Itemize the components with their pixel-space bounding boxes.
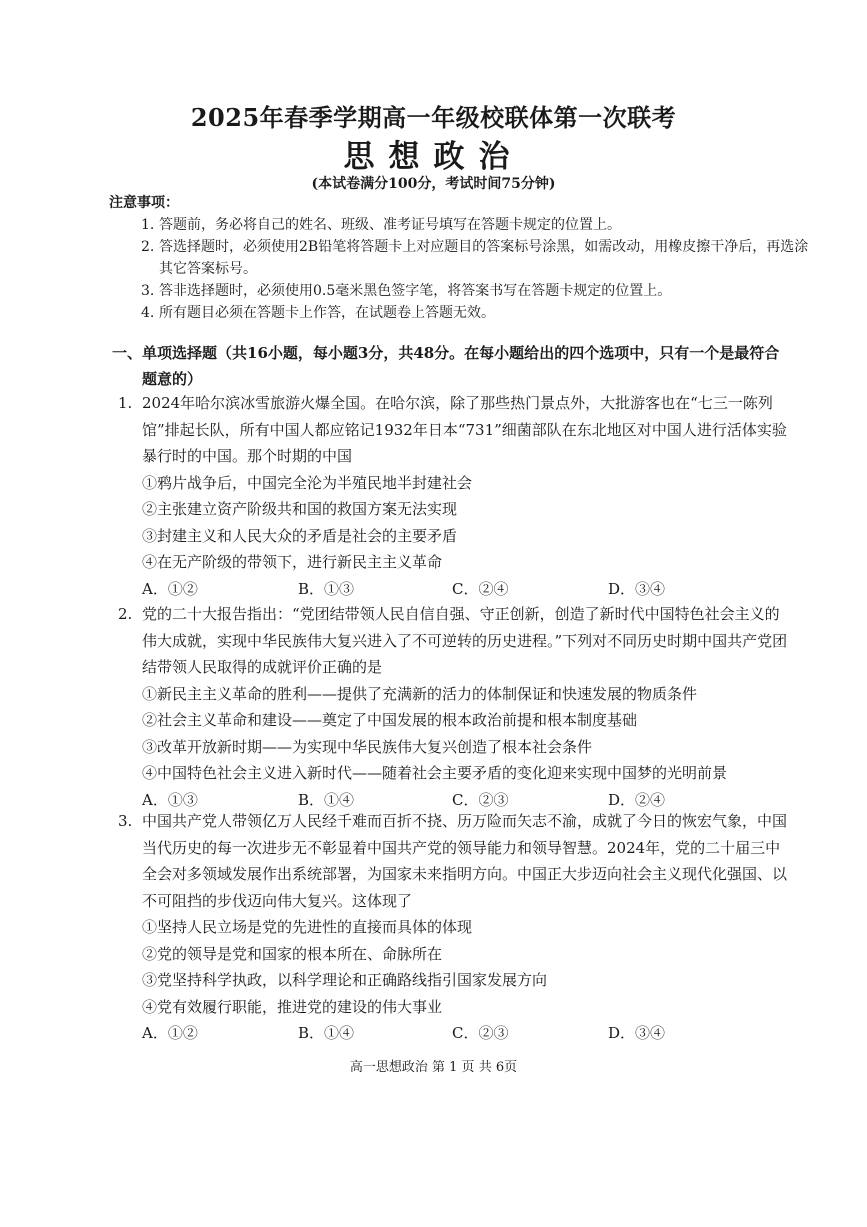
- exam-note: (本试卷满分100分，考试时间75分钟): [311, 176, 556, 192]
- question-3: [118, 808, 793, 1047]
- question-statement: ③党坚持科学执政，以科学理论和正确路线指引国家发展方向: [142, 971, 548, 989]
- question-stem-text: 2024年哈尔滨冰雪旅游火爆全国。在哈尔滨，除了那些热门景点外，大批游客也在“七三一陈列馆”排起长队，所有中国人都应铭记1932年日本“731”细菌部队在东北地区对中国人进行活体实验暴行时的中国。那个时期的中国: [142, 394, 787, 465]
- notice-item: [109, 302, 809, 324]
- question-1: [118, 390, 793, 602]
- answer-choice-d: D．③④: [608, 579, 666, 598]
- answer-choice-b: B．①④: [298, 1024, 355, 1042]
- question-2: [118, 601, 793, 813]
- question-statement: ②党的领导是党和国家的根本所在、命脉所在: [142, 944, 443, 963]
- section-text: 单项选择题（共16小题，每小题3分，共48分。在每小题给出的四个选项中，只有一个是最符合题意的）: [142, 344, 780, 388]
- answer-choices: [118, 576, 793, 603]
- question-statement: ③封建主义和人民大众的矛盾是社会的主要矛盾: [142, 526, 458, 545]
- answer-choice-a: A．①③: [142, 790, 198, 809]
- question-statement: ②主张建立资产阶级共和国的救国方案无法实现: [142, 500, 458, 518]
- question-statement: ④中国特色社会主义进入新时代——随着社会主要矛盾的变化迎来实现中国梦的光明前景: [142, 764, 728, 782]
- answer-choice-a: A．①②: [142, 1024, 198, 1042]
- notice-item-number: 2.: [141, 239, 155, 255]
- question-number: 2.: [118, 605, 133, 623]
- answer-choice-c: C．②④: [452, 579, 509, 598]
- question-statement: ①坚持人民立场是党的先进性的直接而具体的体现: [142, 918, 473, 936]
- question-stem: [118, 601, 793, 681]
- subject-title: 思想政治: [343, 139, 524, 175]
- answer-choice-a: A．①②: [142, 579, 198, 598]
- question-statement: ①新民主主义革命的胜利——提供了充满新的活力的体制保证和快速发展的物质条件: [142, 684, 698, 703]
- question-statement: ④在无产阶级的带领下，进行新民主主义革命: [142, 553, 443, 571]
- notice-item-text: 答选择题时，必须使用2B铅笔将答题卡上对应题目的答案标号涂黑，如需改动，用橡皮擦干净后，再选涂其它答案标号。: [159, 239, 809, 277]
- question-stem-text: 党的二十大报告指出：“党团结带领人民自信自强、守正创新，创造了新时代中国特色社会主义的伟大成就，实现中华民族伟大复兴进入了不可逆转的历史进程。”下列对不同历史时期中国共产党团结带领人民取得的成就评价正确的是: [142, 605, 788, 676]
- question-number: 1.: [118, 394, 133, 412]
- answer-choice-b: B．①④: [298, 790, 355, 809]
- notice-item-text: 答题前，务必将自己的姓名、班级、准考证号填写在答题卡规定的位置上。: [159, 217, 621, 233]
- answer-choice-c: C．②③: [452, 1024, 509, 1042]
- notice-item-number: 4.: [141, 305, 155, 321]
- section-number: 一、: [112, 344, 143, 362]
- page-footer: 高一思想政治 第 1 页 共 6页: [349, 1060, 518, 1075]
- answer-choice-d: D．③④: [608, 1024, 666, 1042]
- exam-title: 2025年春季学期高一年级校联体第一次联考: [190, 103, 677, 132]
- question-statement: ①鸦片战争后，中国完全沦为半殖民地半封建社会: [142, 473, 473, 492]
- notice-item-text: 所有题目必须在答题卡上作答，在试题卷上答题无效。: [159, 305, 495, 321]
- notice-block: [109, 192, 809, 324]
- question-stem-text: 中国共产党人带领亿万人民经千难而百折不挠、历万险而矢志不渝，成就了今日的恢宏气象，中国当代历史的每一次进步无不彰显着中国共产党的领导能力和领导智慧。2024年，党的二十届三中全会对多领域发展作出系统部署，为国家未来指明方向。中国正大步迈向社会主义现代化强国、以不可阻挡的步伐迈向伟大复兴。这体现了: [142, 812, 788, 910]
- notice-item-number: 1.: [141, 217, 155, 233]
- notice-heading: 注意事项：: [109, 195, 179, 211]
- question-statement: ②社会主义革命和建设——奠定了中国发展的根本政治前提和根本制度基础: [142, 711, 638, 729]
- question-stem: [118, 808, 793, 914]
- question-statement: ④党有效履行职能，推进党的建设的伟大事业: [142, 997, 443, 1016]
- notice-item-text: 答非选择题时，必须使用0.5毫米黑色签字笔，将答案书写在答题卡规定的位置上。: [159, 283, 672, 299]
- question-number: 3.: [118, 812, 133, 830]
- notice-item: [109, 214, 809, 236]
- answer-choice-b: B．①③: [298, 579, 355, 598]
- answer-choices: [118, 1020, 793, 1047]
- answer-choice-d: D．②④: [608, 790, 666, 809]
- notice-item: [109, 280, 809, 302]
- notice-item-number: 3.: [141, 283, 155, 299]
- answer-choice-c: C．②③: [452, 790, 509, 809]
- notice-item: [109, 236, 809, 280]
- question-statement: ③改革开放新时期——为实现中华民族伟大复兴创造了根本社会条件: [142, 737, 593, 756]
- question-stem: [118, 390, 793, 470]
- section-heading: [112, 340, 792, 392]
